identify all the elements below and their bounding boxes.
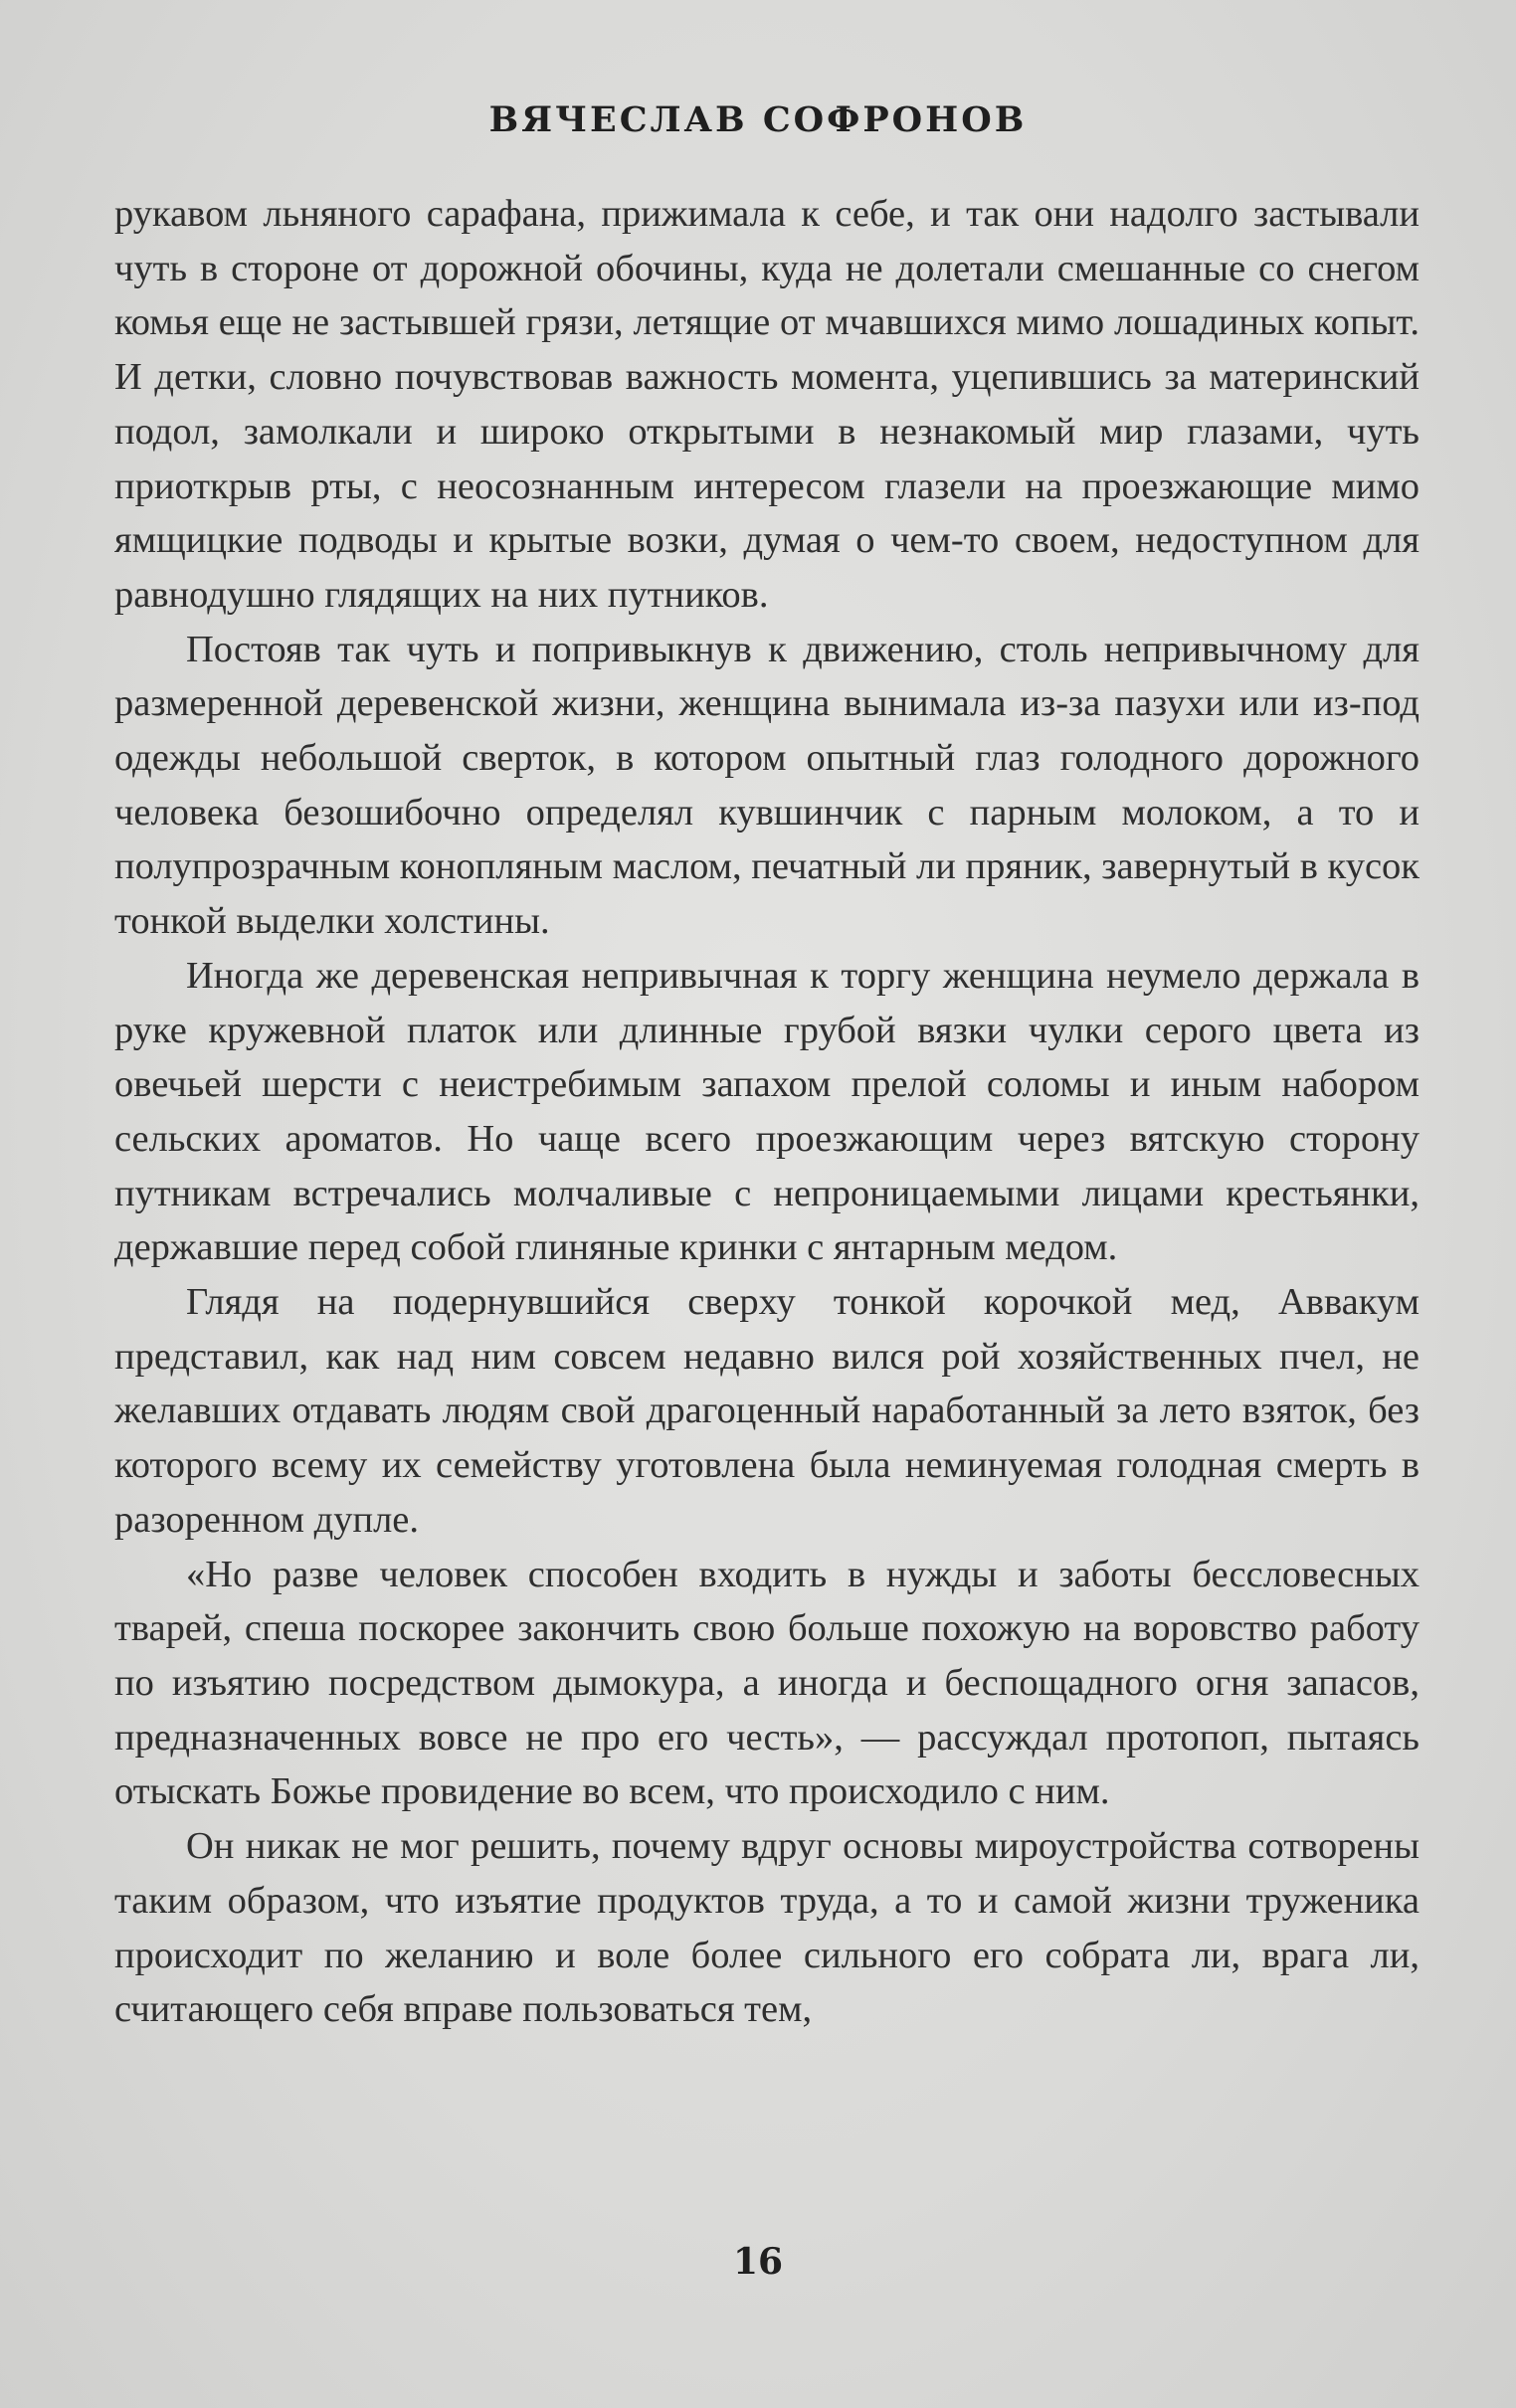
page-number: 16 bbox=[732, 2241, 784, 2283]
body-text bbox=[114, 187, 1420, 2037]
paragraph-6: Он никак не мог решить, почему вдруг основы мироустройства сотворены таким образом, что изъятие продуктов труда, а то и самой жизни труженика происходит по желанию и воле более сильного его собрата ли, врага ли, считающего себя вправе пользоваться тем, bbox=[114, 1825, 1420, 2031]
paragraph-3: Иногда же деревенская непривычная к торгу женщина неумело держала в руке кружевной платок или длинные грубой вязки чулки серого цвета из овечьей шерсти с неистребимым запахом прелой соломы и иным набором сельских ароматов. Но чаще всего проезжающим через вятскую сторону путникам встречались молчаливые с непроницаемыми лицами крестьянки, державшие перед собой глиняные кринки с янтарным медом. bbox=[114, 954, 1420, 1269]
paragraph-5: «Но разве человек способен входить в нужды и заботы бессловесных тварей, спеша поскорее закончить свою больше похожую на воровство работу по изъятию посредством дымокура, а иногда и беспощадного огня запасов, предназначенных вовсе не про его честь», — рассуждал протопоп, пытаясь отыскать Божье провидение во всем, что происходило с ним. bbox=[114, 1553, 1420, 1813]
running-head: ВЯЧЕСЛАВ СОФРОНОВ bbox=[488, 99, 1028, 140]
paragraph-2: Постояв так чуть и попривыкнув к движению, столь непривычному для размеренной деревенской жизни, женщина вынимала из-за пазухи или из-под одежды небольшой сверток, в котором опытный глаз голодного дорожного человека безошибочно определял кувшинчик с парным молоком, а то и полупрозрачным конопляным маслом, печатный ли пряник, завернутый в кусок тонкой выделки холстины. bbox=[114, 628, 1420, 943]
paragraph-4: Глядя на подернувшийся сверху тонкой корочкой мед, Аввакум представил, как над ним совсем недавно вился рой хозяйственных пчел, не желавших отдавать людям свой драгоценный наработанный за лето взяток, без которого всему их семейству уготовлена была неминуемая голодная смерть в разоренном дупле. bbox=[114, 1281, 1420, 1541]
paragraph-1: рукавом льняного сарафана, прижимала к себе, и так они надолго застывали чуть в стороне от дорожной обочины, куда не долетали смешанные со снегом комья еще не застывшей грязи, летящие от мчавшихся мимо лошадиных копыт. И детки, словно почувствовав важность момента, уцепившись за материнский подол, замолкали и широко открытыми в незнакомый мир глазами, чуть приоткрыв рты, с неосознанным интересом глазели на проезжающие мимо ямщицкие подводы и крытые возки, думая о чем-то своем, недоступном для равнодушно глядящих на них путников. bbox=[114, 193, 1420, 616]
